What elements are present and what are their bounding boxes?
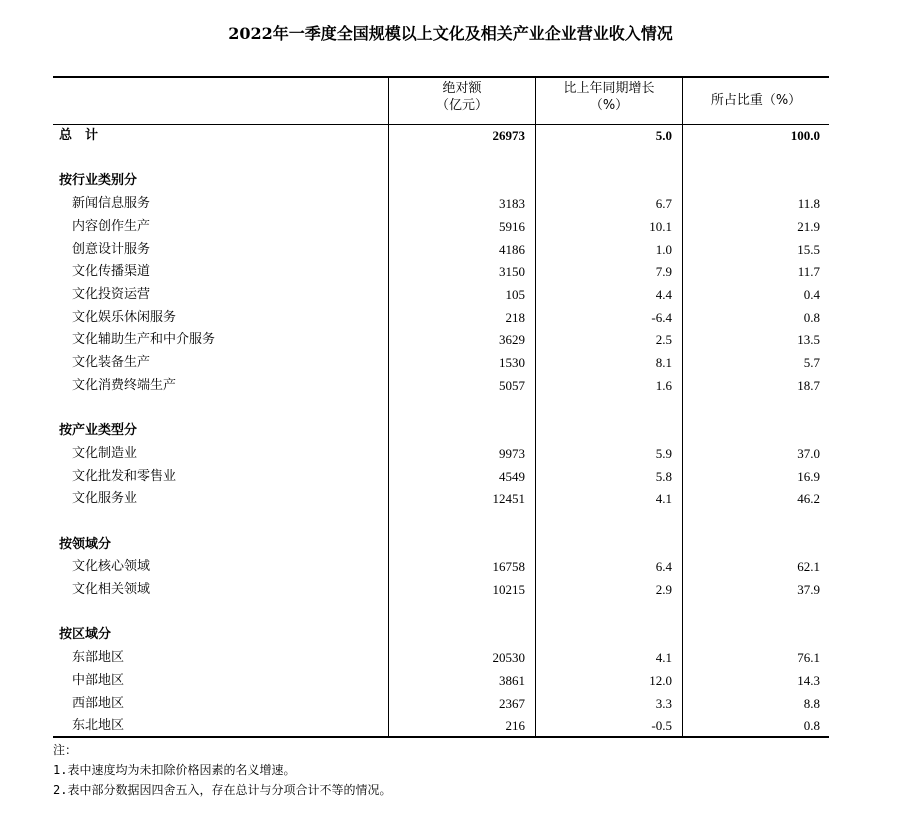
cell-growth: 4.4 xyxy=(655,286,672,302)
row-label: 西部地区 xyxy=(72,695,125,711)
table-row xyxy=(53,216,829,238)
cell-amount: 5057 xyxy=(499,377,525,393)
cell-share: 76.1 xyxy=(797,650,820,666)
cell-growth: 5.8 xyxy=(655,468,672,484)
row-label: 文化投资运营 xyxy=(72,286,151,302)
table-row xyxy=(53,443,829,465)
cell-growth: 6.7 xyxy=(655,196,672,212)
cell-share: 5.7 xyxy=(803,355,820,370)
row-label: 按区域分 xyxy=(59,627,112,643)
cell-share: 37.9 xyxy=(797,582,820,597)
table-row xyxy=(53,556,829,578)
cell-amount: 16758 xyxy=(492,559,525,575)
table-row xyxy=(53,329,829,351)
row-label: 新闻信息服务 xyxy=(72,196,151,212)
cell-growth: 2.5 xyxy=(655,332,672,348)
cell-amount: 20530 xyxy=(492,650,525,666)
section-heading-row xyxy=(53,534,829,556)
cell-amount: 105 xyxy=(505,286,525,302)
total-row xyxy=(53,125,829,147)
cell-share: 0.8 xyxy=(803,309,820,325)
cell-share: 18.7 xyxy=(797,377,820,393)
header-growth xyxy=(536,80,682,124)
cell-share: 62.1 xyxy=(797,559,820,575)
table-row xyxy=(53,579,829,601)
row-label: 文化核心领域 xyxy=(72,559,151,575)
note-item: 2.表中部分数据因四舍五入，存在总计与分项合计不等的情况。 xyxy=(53,783,392,797)
header-amount-label: 绝对额 xyxy=(442,81,482,96)
table-row xyxy=(53,715,829,737)
cell-amount: 1530 xyxy=(499,355,525,370)
cell-amount: 218 xyxy=(505,309,525,325)
cell-share: 0.8 xyxy=(803,718,820,734)
table-row xyxy=(53,466,829,488)
cell-growth: 1.0 xyxy=(655,241,672,257)
row-label: 按领域分 xyxy=(59,536,112,552)
row-label: 文化制造业 xyxy=(72,445,138,461)
header-amount xyxy=(389,80,535,124)
table-row xyxy=(53,193,829,215)
header-share: 所占比重（%） xyxy=(710,93,802,108)
table-row xyxy=(53,647,829,669)
cell-amount: 26973 xyxy=(492,128,525,143)
table-row xyxy=(53,284,829,306)
cell-amount: 12451 xyxy=(492,491,525,507)
cell-growth: 4.1 xyxy=(655,650,672,666)
table-notes xyxy=(53,740,391,800)
cell-growth: 5.0 xyxy=(655,128,672,143)
cell-share: 100.0 xyxy=(790,128,820,143)
section-heading-row xyxy=(53,420,829,442)
cell-amount: 3150 xyxy=(499,264,525,280)
cell-growth: 3.3 xyxy=(655,695,672,711)
table-row xyxy=(53,239,829,261)
row-label: 创意设计服务 xyxy=(72,241,151,257)
cell-share: 21.9 xyxy=(797,218,820,234)
table-row xyxy=(53,375,829,397)
table-row xyxy=(53,307,829,329)
row-label: 文化批发和零售业 xyxy=(72,468,177,484)
row-label: 文化消费终端生产 xyxy=(72,377,177,393)
table-row xyxy=(53,261,829,283)
row-label: 文化服务业 xyxy=(72,491,138,507)
section-heading-row xyxy=(53,624,829,646)
row-label: 文化相关领域 xyxy=(72,582,151,597)
cell-growth: 1.6 xyxy=(655,377,672,393)
cell-amount: 3183 xyxy=(499,196,525,212)
cell-growth: 7.9 xyxy=(655,264,672,280)
cell-growth: 8.1 xyxy=(655,355,672,370)
header-growth-label: 比上年同期增长 xyxy=(563,81,655,96)
note-item: 1.表中速度均为未扣除价格因素的名义增速。 xyxy=(53,763,296,777)
row-label: 按产业类型分 xyxy=(59,423,138,439)
row-label: 按行业类别分 xyxy=(59,173,138,189)
cell-growth: 10.1 xyxy=(649,218,672,234)
notes-heading: 注： xyxy=(53,743,78,757)
cell-share: 11.7 xyxy=(797,264,820,280)
header-amount-unit: （亿元） xyxy=(435,98,488,113)
cell-growth: 2.9 xyxy=(655,582,672,597)
table-row xyxy=(53,352,829,374)
cell-amount: 10215 xyxy=(492,582,525,597)
cell-share: 13.5 xyxy=(797,332,820,348)
cell-amount: 216 xyxy=(505,718,525,734)
cell-amount: 2367 xyxy=(499,695,525,711)
cell-share: 15.5 xyxy=(797,241,820,257)
cell-share: 11.8 xyxy=(797,196,820,212)
cell-amount: 9973 xyxy=(499,445,525,461)
cell-share: 37.0 xyxy=(797,445,820,461)
row-label: 中部地区 xyxy=(72,672,125,688)
row-label: 内容创作生产 xyxy=(72,218,151,234)
cell-amount: 3629 xyxy=(499,332,525,348)
cell-amount: 4549 xyxy=(499,468,525,484)
cell-amount: 4186 xyxy=(499,241,525,257)
table-row xyxy=(53,670,829,692)
row-label: 文化辅助生产和中介服务 xyxy=(72,332,216,348)
cell-growth: 12.0 xyxy=(649,672,672,688)
cell-share: 8.8 xyxy=(803,695,820,711)
row-label: 东部地区 xyxy=(72,650,125,666)
section-heading-row xyxy=(53,170,829,192)
page-title: 2022年一季度全国规模以上文化及相关产业企业营业收入情况 xyxy=(228,24,673,43)
header-growth-unit: （%） xyxy=(589,98,629,113)
row-label: 总 计 xyxy=(59,128,99,143)
cell-share: 14.3 xyxy=(797,672,820,688)
row-label: 文化娱乐休闲服务 xyxy=(72,309,177,325)
cell-growth: 4.1 xyxy=(655,491,672,507)
table-top-rule xyxy=(53,76,829,78)
cell-share: 0.4 xyxy=(803,286,820,302)
table-row xyxy=(53,693,829,715)
cell-share: 16.9 xyxy=(797,468,820,484)
cell-growth: -0.5 xyxy=(651,718,672,734)
row-label: 文化装备生产 xyxy=(72,355,151,370)
row-label: 东北地区 xyxy=(72,718,125,734)
table-row xyxy=(53,488,829,510)
cell-amount: 5916 xyxy=(499,218,525,234)
cell-growth: -6.4 xyxy=(651,309,672,325)
cell-amount: 3861 xyxy=(499,672,525,688)
cell-share: 46.2 xyxy=(797,491,820,507)
row-label: 文化传播渠道 xyxy=(72,264,151,280)
cell-growth: 6.4 xyxy=(655,559,672,575)
cell-growth: 5.9 xyxy=(655,445,672,461)
